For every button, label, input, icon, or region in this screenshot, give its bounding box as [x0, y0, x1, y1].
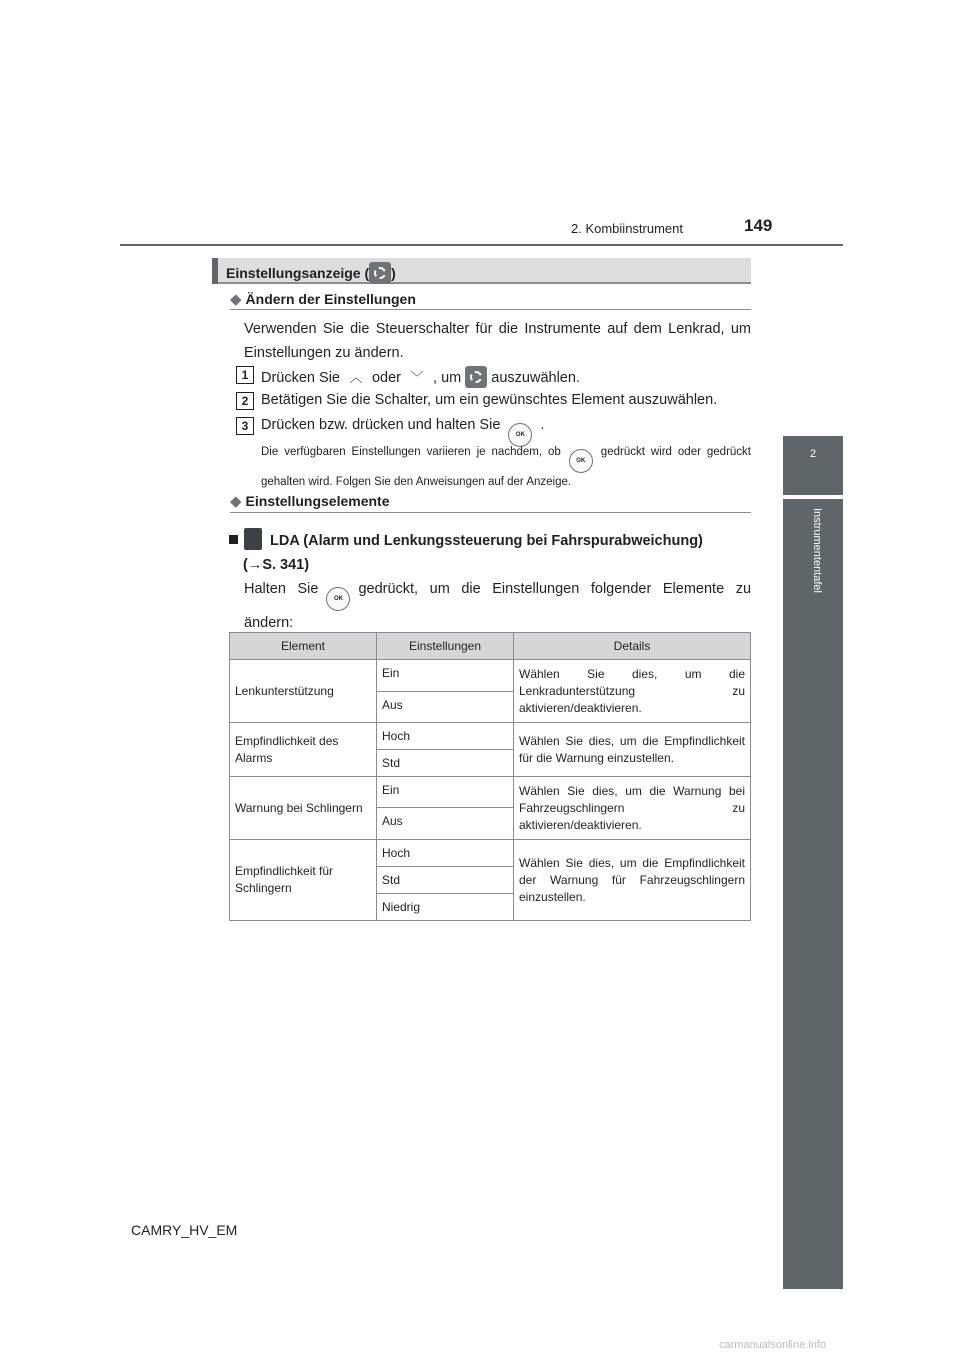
column-header-details: Details	[514, 633, 751, 660]
column-header-element: Element	[230, 633, 377, 660]
step-1-after-comma: , um	[433, 370, 462, 386]
header-divider	[120, 244, 843, 246]
step-1-text	[261, 366, 580, 388]
table-cell-setting: Hoch	[377, 723, 514, 750]
column-header-settings: Einstellungen	[377, 633, 514, 660]
gear-icon	[465, 366, 487, 388]
hold-after: gedrückt, um die Einstellungen folgender Elemente zu ändern:	[244, 581, 752, 631]
chevron-down-icon: ﹀	[410, 370, 424, 385]
table-cell-details: Wählen Sie dies, um die Warnung bei Fahrzeugschlingern zu aktivieren/deaktivieren.	[514, 777, 751, 840]
table-cell-setting: Hoch	[377, 840, 514, 867]
table-row	[230, 840, 751, 867]
footer-model-code: CAMRY_HV_EM	[131, 1222, 238, 1238]
step-1-after: auszuwählen.	[491, 370, 580, 386]
table-row	[230, 777, 751, 808]
section-title-start: Einstellungsanzeige (	[226, 265, 370, 281]
lda-page-reference: (→S. 341)	[243, 557, 310, 573]
diamond-bullet-icon: ◆	[230, 291, 242, 308]
table-row	[230, 723, 751, 750]
sub-heading-text: Einstellungselemente	[245, 493, 390, 509]
step-number-1: 1	[236, 366, 254, 384]
lda-icon	[244, 528, 262, 550]
table-cell-element: Empfindlichkeit für Schlingern	[230, 840, 377, 921]
table-cell-details: Wählen Sie dies, um die Empfindlichkeit für die Warnung einzustellen.	[514, 723, 751, 777]
table-cell-element: Warnung bei Schlingern	[230, 777, 377, 840]
section-title-end: )	[391, 265, 396, 281]
intro-paragraph: Verwenden Sie die Steuerschalter für die Instrumente auf dem Lenkrad, um Einstellungen zu ändern.	[244, 321, 751, 361]
table-row	[230, 660, 751, 692]
page-number: 149	[744, 216, 773, 235]
chapter-tab-label: Instrumententafel	[811, 508, 823, 593]
step-2-text: Betätigen Sie die Schalter, um ein gewünschtes Element auszuwählen.	[261, 392, 718, 408]
note-paragraph	[261, 443, 751, 492]
sub-heading-change-settings	[230, 290, 416, 308]
step-number-2: 2	[236, 392, 254, 410]
watermark: carmanualsonline.info	[719, 1339, 827, 1351]
table-cell-setting: Ein	[377, 660, 514, 692]
lda-title: LDA (Alarm und Lenkungssteuerung bei Fahrspurabweichung)	[270, 533, 703, 549]
table-cell-details: Wählen Sie dies, um die Lenkradunterstützung zu aktivieren/deaktivieren.	[514, 660, 751, 723]
ok-button-icon: OK	[569, 449, 593, 473]
diamond-bullet-icon: ◆	[230, 493, 242, 510]
table-cell-setting: Ein	[377, 777, 514, 808]
step-1-before: Drücken Sie	[261, 370, 340, 386]
table-cell-setting: Std	[377, 750, 514, 777]
chapter-tab-number: 2	[809, 448, 817, 460]
table-cell-setting: Niedrig	[377, 894, 514, 921]
hold-paragraph	[244, 577, 751, 635]
sub-heading-rule	[230, 309, 751, 310]
section-title	[226, 262, 396, 284]
section-bar-accent	[212, 258, 218, 284]
note-after: gedrückt wird oder gedrückt gehalten wird. Folgen Sie den Anweisungen auf der Anzeige.	[261, 446, 751, 488]
sub-heading-rule	[230, 512, 751, 513]
step-number-3: 3	[236, 417, 254, 435]
settings-table	[229, 632, 751, 921]
step-1-middle: oder	[371, 370, 402, 386]
table-cell-setting: Aus	[377, 692, 514, 723]
sub-heading-setting-items	[230, 492, 389, 510]
sub-heading-text: Ändern der Einstellungen	[245, 291, 416, 307]
hold-before: Halten Sie	[244, 581, 319, 597]
square-bullet-icon	[229, 535, 238, 544]
step-3-after: .	[540, 417, 545, 433]
chevron-up-icon: ︿	[349, 370, 363, 385]
table-cell-element: Lenkunterstützung	[230, 660, 377, 723]
table-cell-element: Empfindlichkeit des Alarms	[230, 723, 377, 777]
table-cell-setting: Aus	[377, 808, 514, 840]
ok-button-icon: OK	[326, 587, 350, 611]
table-cell-details: Wählen Sie dies, um die Empfindlichkeit der Warnung für Fahrzeugschlingern einzustellen.	[514, 840, 751, 921]
table-header-row	[230, 633, 751, 660]
chapter-tab	[783, 436, 843, 495]
gear-icon	[369, 262, 391, 284]
header-section-title: 2. Kombiinstrument	[571, 221, 683, 236]
lda-heading	[229, 528, 751, 577]
step-3-before: Drücken bzw. drücken und halten Sie	[261, 417, 501, 433]
note-before: Die verfügbaren Einstellungen variieren je nachdem, ob	[261, 446, 561, 458]
ok-button-icon: OK	[508, 423, 532, 447]
table-cell-setting: Std	[377, 867, 514, 894]
